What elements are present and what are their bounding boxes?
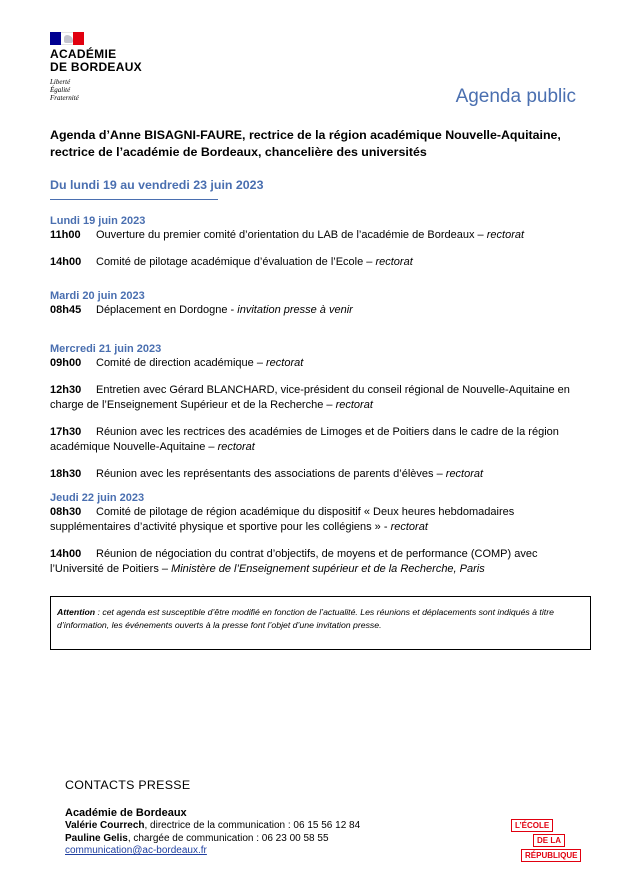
academie-logo <box>50 32 142 102</box>
disclaimer-box <box>50 596 591 650</box>
period-heading: Du lundi 19 au vendredi 23 juin 2023 <box>50 178 264 192</box>
logo-name-line2: DE BORDEAUX <box>50 60 142 74</box>
event-place: rectorat <box>266 357 304 369</box>
event-text: Entretien avec Gérard BLANCHARD, vice-président du conseil régional de Nouvelle-Aquitaine en charge de l’Enseignement Supérieur et de la Recherche <box>50 384 570 411</box>
event-time: 09h00 <box>50 357 82 369</box>
ecole-logo-line1: L’ÉCOLE <box>511 819 553 832</box>
event-place: rectorat <box>217 441 255 453</box>
event-time: 08h30 <box>50 506 82 518</box>
event-text: Comité de pilotage académique d’évaluation de l’Ecole <box>96 256 364 268</box>
contacts-block <box>65 806 360 858</box>
event-item: 12h30 Entretien avec Gérard BLANCHARD, vice-président du conseil régional de Nouvelle-Aquitaine en charge de l’Enseignement Supérieur et de la Recherche – rectorat <box>50 384 570 411</box>
event-place: rectorat <box>445 468 484 480</box>
event-place: invitation presse à venir <box>237 304 353 316</box>
event-item: 08h30 Comité de pilotage de région académique du dispositif « Deux heures hebdomadaires supplémentaires d’activité physique et sportive pour les collégiens » - rectorat <box>50 506 515 533</box>
event-item: 17h30 Réunion avec les rectrices des académies de Limoges et de Poitiers dans le cadre de la région académique Nouvelle-Aquitaine – rectorat <box>50 426 559 453</box>
event-place: rectorat <box>335 399 373 411</box>
event-place: rectorat <box>375 256 413 268</box>
event-time: 08h45 <box>50 304 82 316</box>
motto-liberte: Liberté <box>50 78 71 86</box>
day-block <box>50 214 590 270</box>
event-text: Réunion avec les rectrices des académies de Limoges et de Poitiers dans le cadre de la région académique Nouvelle-Aquitaine <box>50 426 559 453</box>
event-item: 08h45 Déplacement en Dordogne - invitation presse à venir <box>50 304 353 316</box>
logo-name <box>50 48 142 74</box>
event-time: 11h00 <box>50 229 81 241</box>
motto-fraternite: Fraternité <box>50 94 79 102</box>
disclaimer-label: Attention <box>57 607 96 617</box>
contacts-heading: CONTACTS PRESSE <box>65 778 191 792</box>
event-time: 14h00 <box>50 548 82 560</box>
event-text: Déplacement en Dordogne <box>96 304 228 316</box>
contact-name: Valérie Courrech <box>65 820 145 831</box>
event-time: 18h30 <box>50 468 82 480</box>
event-item: 14h00 Réunion de négociation du contrat d’objectifs, de moyens et de performance (COMP) avec l’Université de Poitiers – Ministère de l’Enseignement supérieur et de la Recherche, Paris <box>50 548 538 575</box>
day-block <box>50 289 590 318</box>
day-label: Lundi 19 juin 2023 <box>50 215 146 227</box>
republic-motto <box>50 78 142 102</box>
event-place: rectorat <box>486 229 525 241</box>
motto-egalite: Égalité <box>50 86 71 94</box>
event-place: Ministère de l’Enseignement supérieur et de la Recherche, Paris <box>171 563 485 575</box>
event-item: 18h30 Réunion avec les représentants des associations de parents d’élèves – rectorat <box>50 468 484 480</box>
event-time: 12h30 <box>50 384 82 396</box>
event-time: 14h00 <box>50 256 82 268</box>
event-item: 11h00 Ouverture du premier comité d’orientation du LAB de l’académie de Bordeaux – rectorat <box>50 229 525 241</box>
event-item: 14h00 Comité de pilotage académique d’évaluation de l’Ecole – rectorat <box>50 256 413 268</box>
event-text: Ouverture du premier comité d’orientation du LAB de l’académie de Bordeaux <box>96 229 475 241</box>
marianne-flag-icon <box>50 32 84 45</box>
day-block <box>50 491 590 577</box>
contact-role: , directrice de la communication : 06 15 56 12 84 <box>144 820 361 831</box>
contact-role: , chargée de communication : 06 23 00 58 55 <box>127 832 329 844</box>
document-title: Agenda d’Anne BISAGNI-FAURE, rectrice de la région académique Nouvelle-Aquitaine, rectrice de l’académie de Bordeaux, chancelière des universités <box>50 128 561 159</box>
contacts-organization: Académie de Bordeaux <box>65 807 187 819</box>
contact-person <box>65 820 360 833</box>
event-time: 17h30 <box>50 426 82 438</box>
contact-person <box>65 833 360 846</box>
logo-name-line1: ACADÉMIE <box>50 47 117 61</box>
day-label: Jeudi 22 juin 2023 <box>50 492 145 504</box>
ecole-logo-line3: RÉPUBLIQUE <box>521 849 581 862</box>
disclaimer-text: : cet agenda est susceptible d’être modifié en fonction de l’actualité. Les réunions et déplacements sont indiqués à titre d’information, les événements ouverts à la presse font l’objet d’une invitation presse. <box>57 607 554 630</box>
contact-name: Pauline Gelis <box>65 832 128 844</box>
ecole-republique-logo <box>511 819 595 865</box>
ecole-logo-line2: DE LA <box>533 834 565 847</box>
day-block <box>50 342 590 482</box>
event-place: rectorat <box>390 521 428 533</box>
event-text: Comité de pilotage de région académique du dispositif « Deux heures hebdomadaires supplémentaires d’activité physique et sportive pour les collégiens » <box>50 506 515 533</box>
event-text: Comité de direction académique <box>96 357 254 369</box>
day-label: Mercredi 21 juin 2023 <box>50 343 162 355</box>
section-title: Agenda public <box>455 86 576 107</box>
event-item: 09h00 Comité de direction académique – rectorat <box>50 357 304 369</box>
day-label: Mardi 20 juin 2023 <box>50 290 145 302</box>
event-text: Réunion de négociation du contrat d’objectifs, de moyens et de performance (COMP) avec l’Université de Poitiers <box>50 548 538 575</box>
period-underline <box>50 199 218 200</box>
event-text: Réunion avec les représentants des associations de parents d’élèves <box>96 468 434 480</box>
contact-email-link[interactable]: communication@ac-bordeaux.fr <box>65 845 207 856</box>
